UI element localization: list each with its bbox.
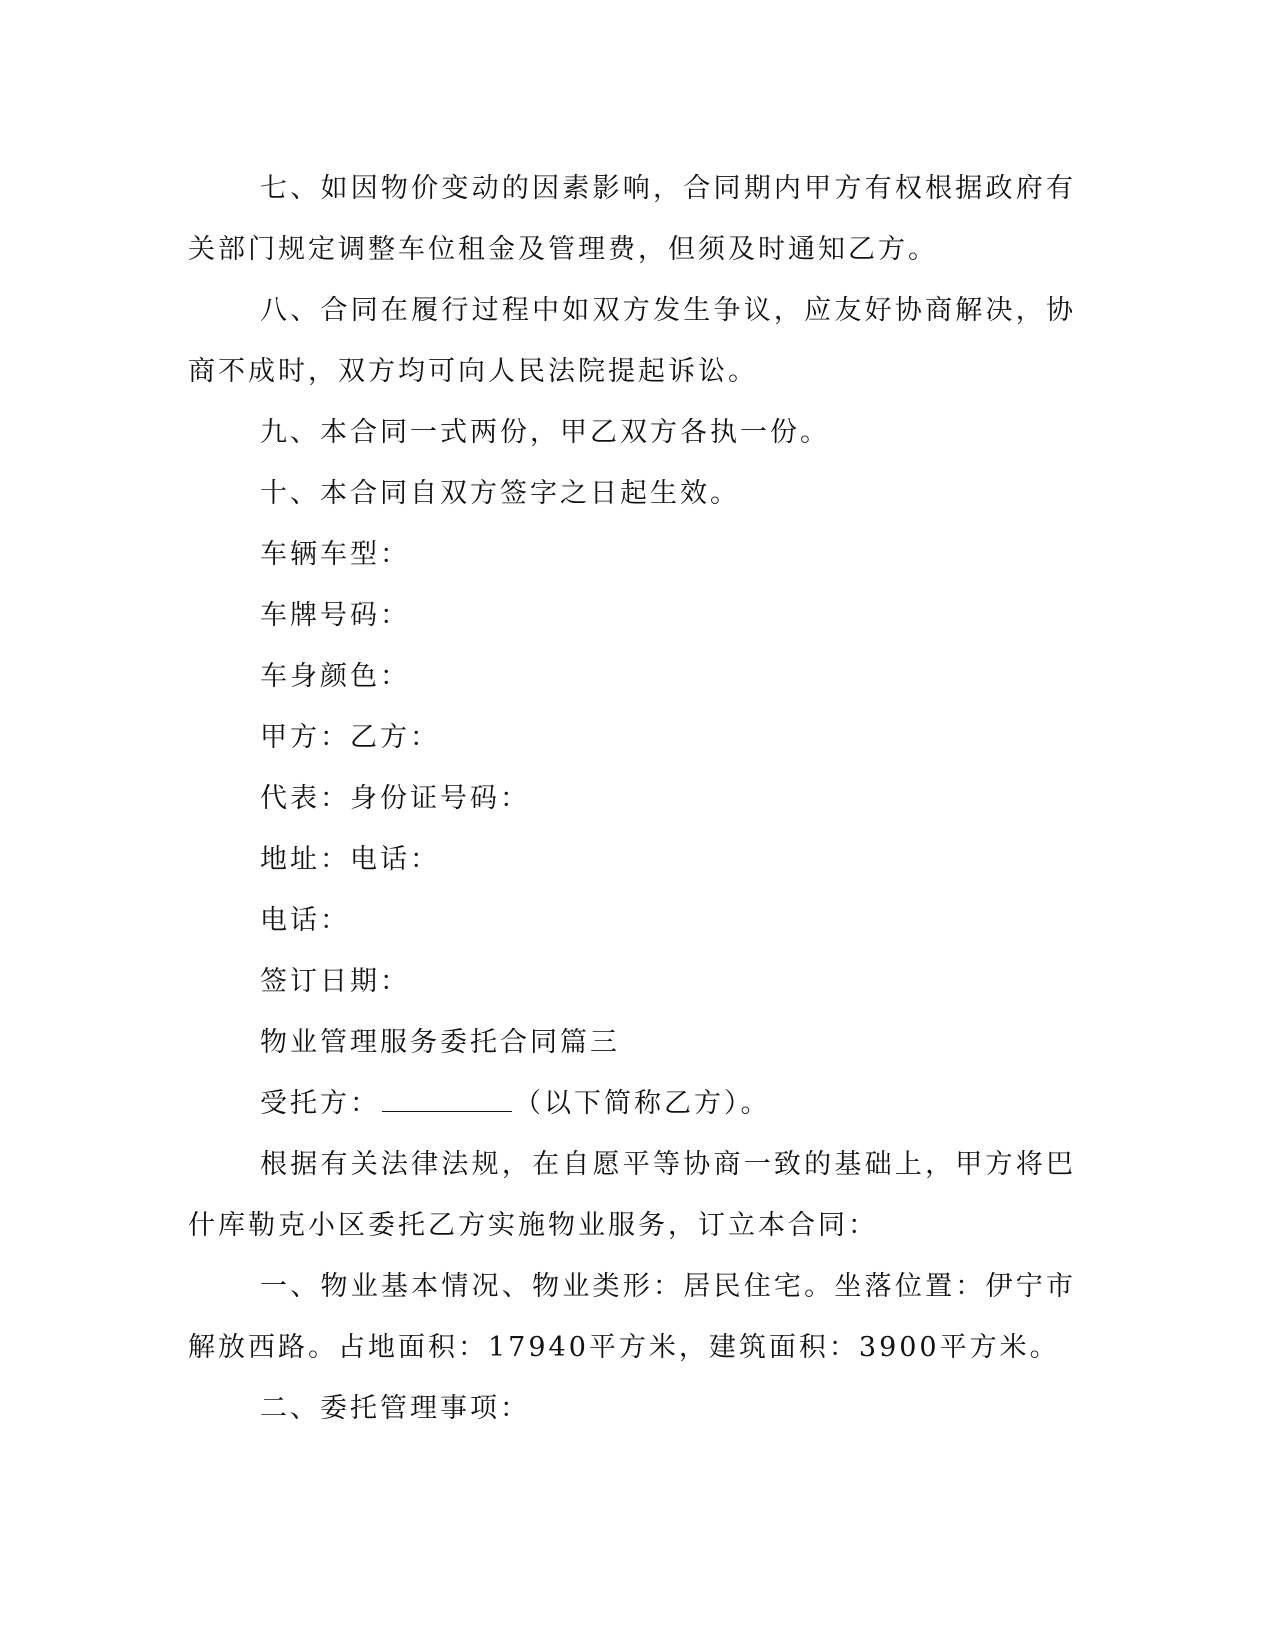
- trustee-blank-line: [382, 1089, 512, 1112]
- preamble-paragraph: 根据有关法律法规，在自愿平等协商一致的基础上，甲方将巴什库勒克小区委托乙方实施物业服务，订立本合同：: [188, 1149, 1076, 1241]
- clause-8: 八、合同在履行过程中如双方发生争议，应友好协商解决，协商不成时，双方均可向人民法院提起诉讼。: [188, 295, 1076, 387]
- document-body: [188, 158, 1076, 1439]
- trustee-label: 受托方：: [260, 1088, 380, 1119]
- trustee-line: [188, 1073, 1076, 1134]
- property-basic-info: 一、物业基本情况、物业类形：居民住宅。坐落位置：伊宁市解放西路。占地面积：17940平方米，建筑面积：3900平方米。: [188, 1271, 1076, 1363]
- clause-10: 十、本合同自双方签字之日起生效。: [260, 478, 740, 509]
- vehicle-color-field: 车身颜色：: [260, 661, 410, 692]
- trustee-suffix: （以下简称乙方）。: [514, 1088, 771, 1119]
- license-plate-field: 车牌号码：: [260, 600, 410, 631]
- vehicle-model-field: 车辆车型：: [260, 539, 410, 570]
- address-phone-field: 地址：电话：: [260, 844, 440, 875]
- phone-field: 电话：: [260, 905, 350, 936]
- delegated-matters-heading: 二、委托管理事项：: [260, 1393, 530, 1424]
- clause-9: 九、本合同一式两份，甲乙双方各执一份。: [260, 417, 830, 448]
- party-a-b-field: 甲方：乙方：: [260, 722, 440, 753]
- signing-date-field: 签订日期：: [260, 966, 410, 997]
- clause-7: 七、如因物价变动的因素影响，合同期内甲方有权根据政府有关部门规定调整车位租金及管理费，但须及时通知乙方。: [188, 173, 1076, 265]
- representative-id-field: 代表：身份证号码：: [260, 783, 530, 814]
- section-heading: 物业管理服务委托合同篇三: [260, 1027, 620, 1058]
